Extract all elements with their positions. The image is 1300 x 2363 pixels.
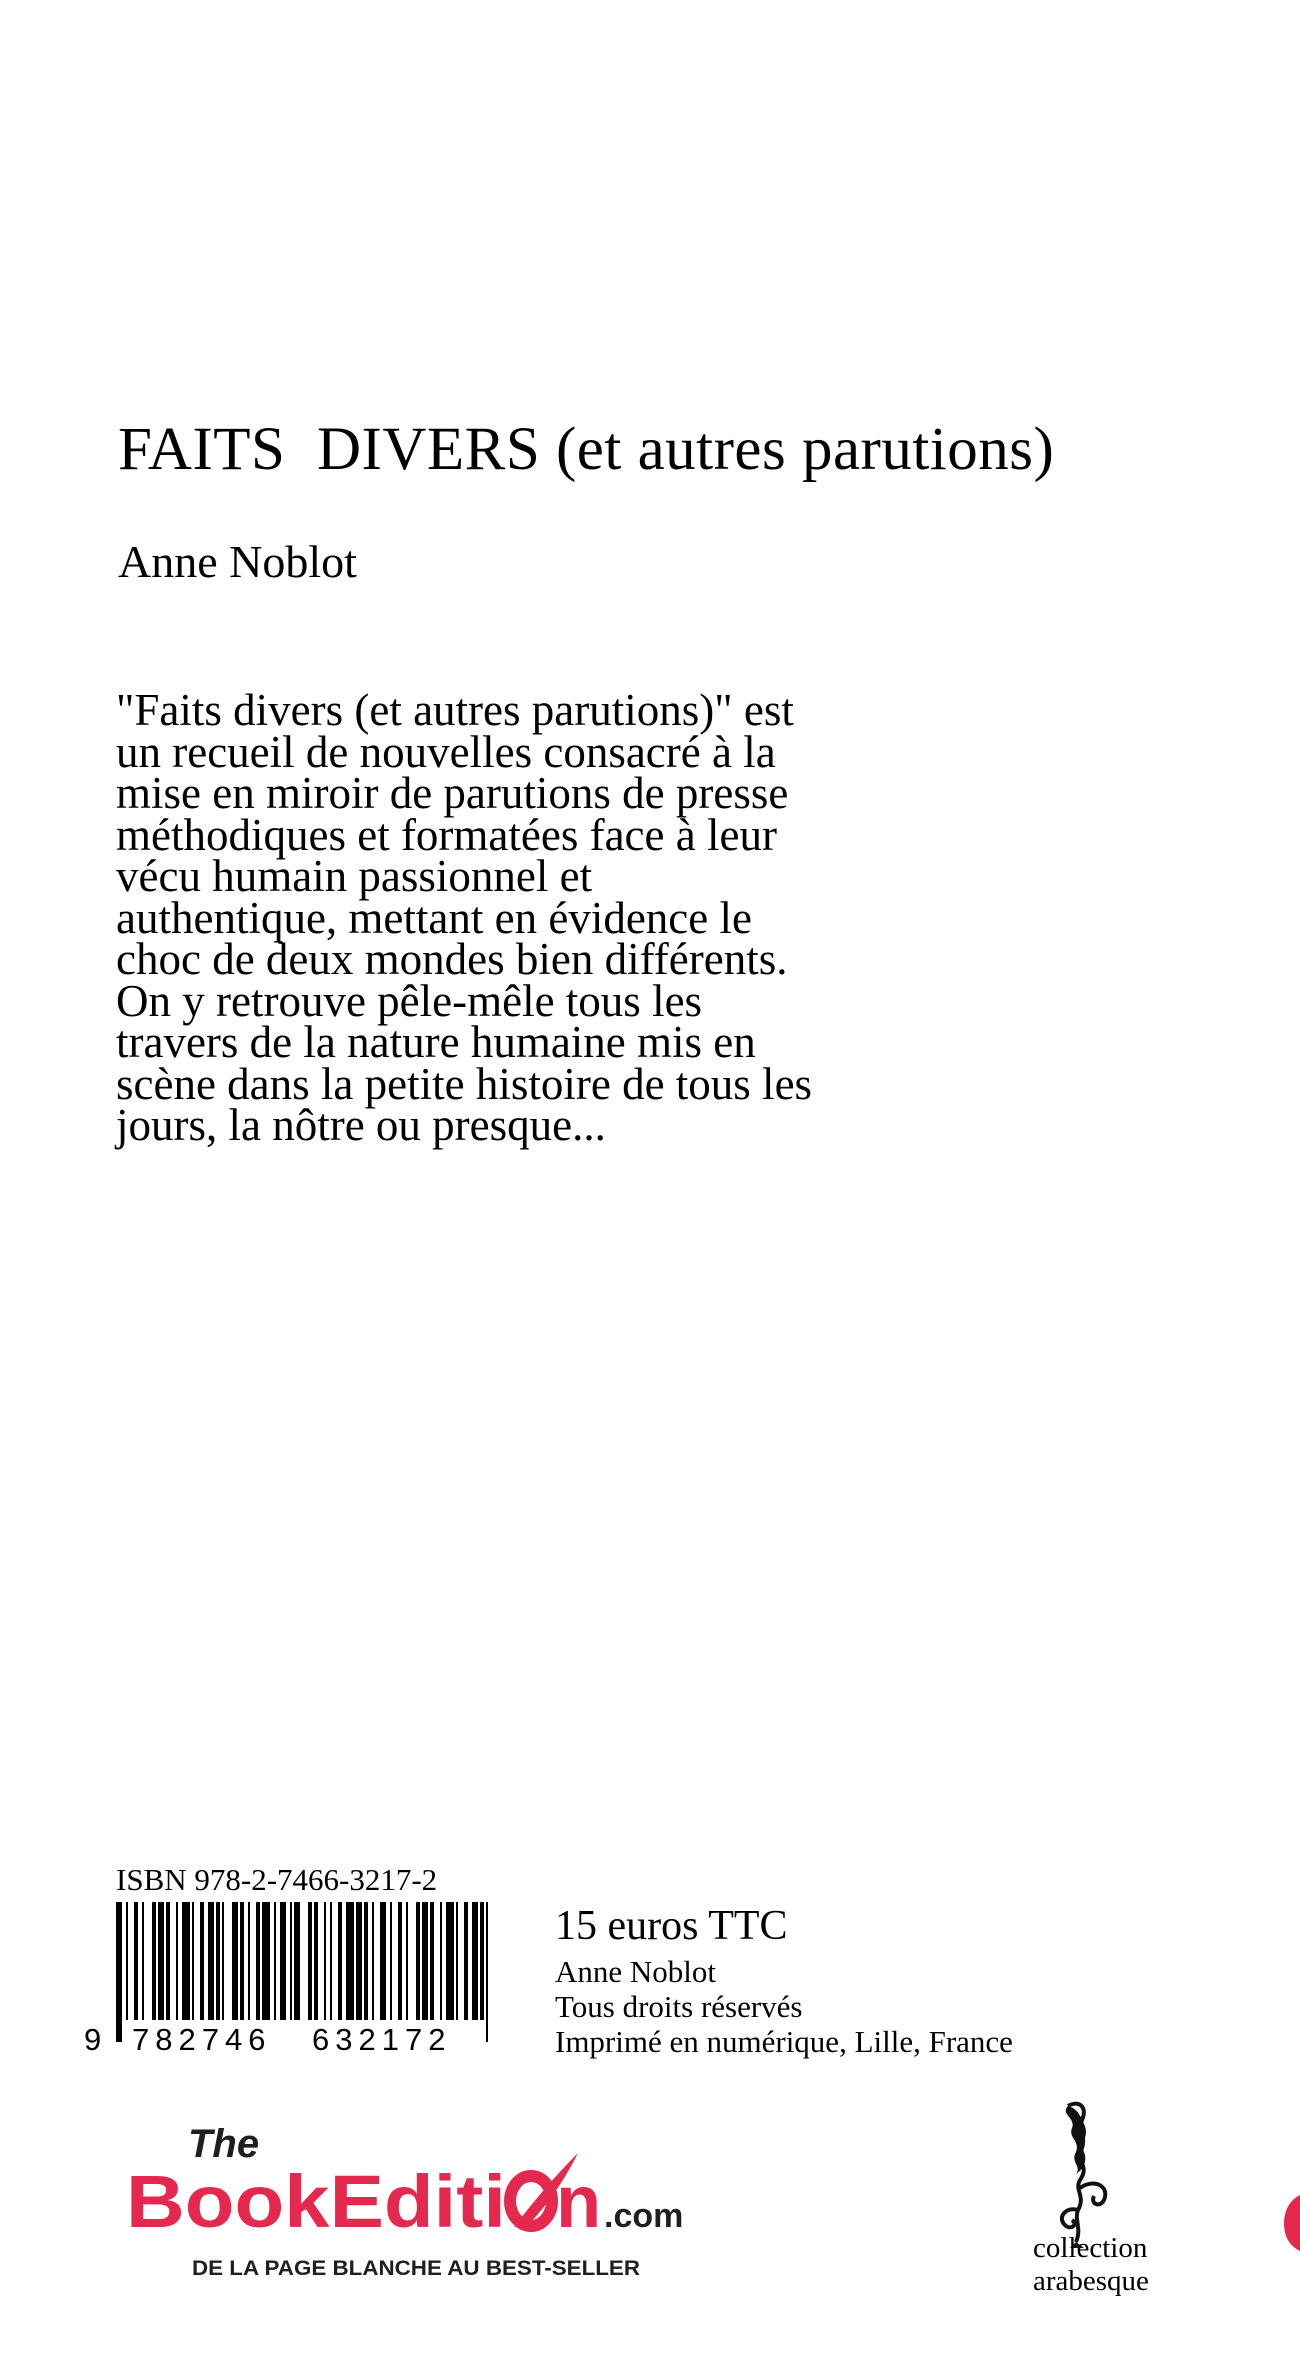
barcode-bars [116, 1902, 488, 2042]
barcode-bar [176, 1902, 178, 2020]
logo-dotcom: .com [604, 2197, 684, 2235]
barcode-bar [240, 1902, 244, 2020]
bookedition-logo [126, 2115, 706, 2285]
barcode-bar [398, 1902, 402, 2020]
barcode-bar [222, 1902, 224, 2020]
price: 15 euros TTC [555, 1903, 788, 1949]
logo-n: n [556, 2160, 602, 2243]
barcode-bar [422, 1902, 428, 2020]
logo-the: The [188, 2122, 260, 2166]
barcode-bar [158, 1902, 164, 2020]
barcode-bar [372, 1902, 374, 2020]
barcode-bar [456, 1902, 458, 2020]
blurb-line: travers de la nature humaine mis en [116, 1017, 756, 1067]
imprint-rights: Tous droits réservés [555, 1989, 803, 2024]
isbn-barcode [80, 1900, 492, 2056]
barcode-bar [262, 1902, 270, 2020]
blurb-line: méthodiques et formatées face à leur [116, 809, 777, 860]
barcode-bar [430, 1902, 434, 2020]
barcode-left-digits: 782746 [132, 2022, 272, 2056]
barcode-bar [248, 1902, 250, 2020]
barcode-bar [142, 1902, 144, 2020]
barcode-bar [330, 1902, 332, 2020]
barcode-bar [134, 1902, 138, 2020]
barcode-bar [152, 1902, 156, 2020]
blurb-line: On y retrouve pêle-mêle tous les [116, 975, 703, 1026]
barcode-bar [446, 1902, 454, 2020]
blurb-line: "Faits divers (et autres parutions)" est [116, 685, 794, 735]
blurb-line: choc de deux mondes bien différents. [116, 934, 788, 984]
blurb-line: scène dans la petite histoire de tous les [116, 1058, 813, 1109]
book-title: FAITS DIVERS (et autres parutions) [118, 416, 1055, 483]
blurb-line: jours, la nôtre ou presque... [116, 1100, 606, 1150]
barcode-bar [324, 1902, 326, 2020]
barcode-bar [346, 1902, 354, 2020]
barcode-bar [182, 1902, 190, 2020]
barcode-bar [294, 1902, 300, 2020]
barcode-bar [256, 1902, 260, 2020]
barcode-bar [126, 1902, 128, 2020]
barcode-bar [416, 1902, 420, 2020]
barcode-bar [290, 1902, 292, 2020]
barcode-bar [406, 1902, 408, 2020]
collection-line-1: collection [1033, 2232, 1148, 2264]
barcode-bar [232, 1902, 238, 2020]
barcode-bar [208, 1902, 214, 2020]
barcode-bar [166, 1902, 170, 2020]
barcode-bar [338, 1902, 342, 2020]
barcode-bar [280, 1902, 286, 2020]
logo-tagline: DE LA PAGE BLANCHE AU BEST-SELLER [192, 2257, 640, 2280]
barcode-bar [356, 1902, 362, 2020]
blurb-line: un recueil de nouvelles consacré à la [116, 726, 776, 777]
barcode-right-digits: 632172 [312, 2022, 452, 2056]
book-author: Anne Noblot [118, 536, 357, 587]
barcode-lead-digit: 9 [84, 2022, 102, 2056]
logo-bookedition: BookEditi [126, 2160, 506, 2243]
barcode-bar [308, 1902, 312, 2020]
collection-line-2: arabesque [1033, 2265, 1149, 2297]
imprint-printed: Imprimé en numérique, Lille, France [555, 2024, 1013, 2059]
spine-edge-mark [1284, 2195, 1300, 2251]
barcode-bar [390, 1902, 392, 2020]
collection-label [1033, 2232, 1149, 2298]
barcode-bar [314, 1902, 318, 2020]
back-cover-blurb [116, 685, 956, 1150]
blurb-line: vécu humain passionnel et [116, 851, 593, 901]
arabesque-ornament-icon [1046, 2100, 1126, 2250]
barcode-bar [216, 1902, 220, 2020]
barcode-bar [464, 1902, 468, 2020]
barcode-bar [480, 1902, 484, 2020]
barcode-bar [274, 1902, 276, 2020]
barcode-bar [440, 1902, 442, 2020]
barcode-bar [116, 1902, 122, 2042]
barcode-bar [192, 1902, 194, 2020]
blurb-line: authentique, mettant en évidence le [116, 892, 752, 943]
isbn-label: ISBN 978-2-7466-3217-2 [116, 1862, 438, 1897]
barcode-bar [380, 1902, 386, 2020]
barcode-bar [364, 1902, 368, 2020]
barcode-bar [472, 1902, 478, 2020]
barcode-bar [200, 1902, 204, 2020]
imprint-author: Anne Noblot [555, 1954, 717, 1989]
blurb-line: mise en miroir de parutions de presse [116, 768, 789, 818]
barcode-bar [486, 1902, 488, 2042]
